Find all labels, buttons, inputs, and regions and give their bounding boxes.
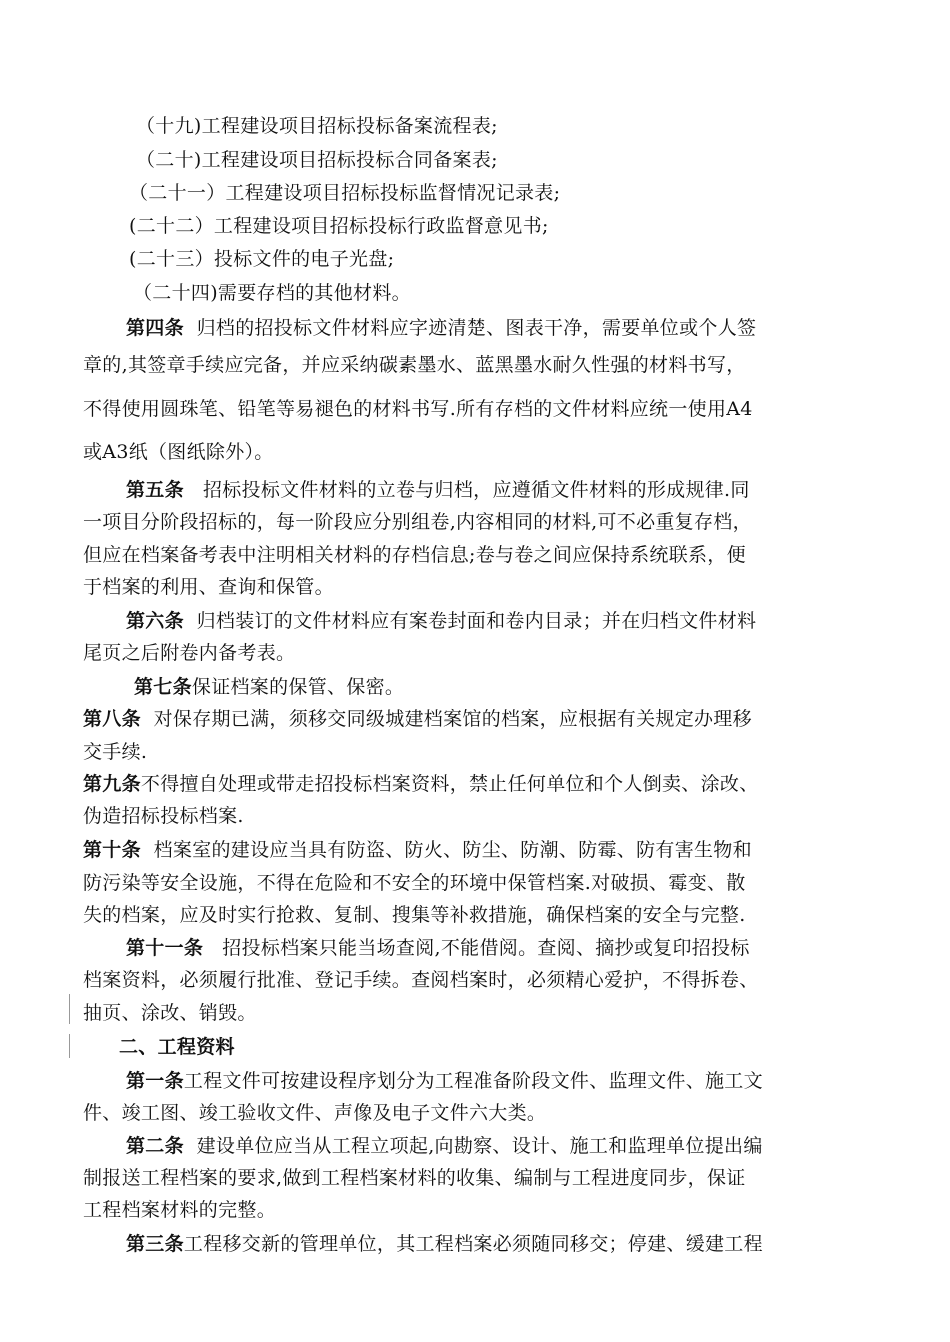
section-title: 二、工程资料 [119,1036,235,1058]
article-text: 保证档案的保管、保密。 [191,676,405,698]
article-9-line [83,772,759,796]
article-text: 招投标档案只能当场查阅,不能借阅。查阅、摘抄或复印招投标 [222,937,750,959]
article-9-line: 伪造招标投标档案. [83,805,244,827]
article-text: 工程文件可按建设程序划分为工程准备阶段文件、监理文件、施工文 [183,1070,763,1092]
margin-mark [69,1034,70,1058]
margin-mark [69,994,70,1024]
article-text: 对保存期已满，须移交同级城建档案馆的档案，应根据有关规定办理移 [153,708,752,730]
article-5-line: 但应在档案备考表中注明相关材料的存档信息;卷与卷之间应保持系统联系，便 [83,544,746,566]
article-text: 不得擅自处理或带走招投标档案资料，禁止任何单位和个人倒卖、涂改、 [140,773,759,795]
article-text: 建设单位应当从工程立项起,向勘察、设计、施工和监理单位提出编 [196,1135,763,1157]
article-text: 招标投标文件材料的立卷与归档，应遵循文件材料的形成规律.同 [202,479,750,501]
section2-article-2-line [126,1134,763,1158]
article-11-line: 档案资料，必须履行批准、登记手续。查阅档案时，必须精心爱护，不得拆卷、 [83,969,759,991]
article-heading: 第九条 [83,773,141,795]
section2-article-1-line: 件、竣工图、竣工验收文件、声像及电子文件六大类。 [83,1102,547,1124]
article-7-line [134,675,404,699]
list-item: （二十)工程建设项目招标投标合同备案表; [136,149,498,171]
article-heading: 第十条 [83,839,141,861]
article-11-line: 抽页、涂改、销毁。 [83,1002,257,1024]
article-heading: 第一条 [126,1070,184,1092]
article-5-line: 一项目分阶段招标的，每一阶段应分别组卷,内容相同的材料,可不必重复存档， [83,511,752,533]
article-10-line: 防污染等安全设施，不得在危险和不安全的环境中保管档案.对破损、霉变、散 [83,872,746,894]
article-heading: 第七条 [134,676,192,698]
article-6-line: 尾页之后附卷内备考表。 [83,642,296,664]
article-text: 归档装订的文件材料应有案卷封面和卷内目录；并在归档文件材料 [196,610,757,632]
article-heading: 第五条 [126,479,184,501]
article-5-line: 于档案的利用、查询和保管。 [83,576,334,598]
section2-article-2-line: 工程档案材料的完整。 [83,1199,277,1221]
article-4-line: 不得使用圆珠笔、铅笔等易褪色的材料书写.所有存档的文件材料应统一使用A4 [83,398,753,420]
list-item: （二十一）工程建设项目招标投标监督情况记录表; [129,182,561,204]
article-heading: 第六条 [126,610,184,632]
article-heading: 第八条 [83,708,141,730]
article-8-line: 交手续. [83,741,148,763]
article-4-line [126,316,756,340]
article-8-line [83,707,752,731]
article-text: 归档的招投标文件材料应字迹清楚、图表干净，需要单位或个人签 [196,317,757,339]
article-text: 档案室的建设应当具有防盗、防火、防尘、防潮、防霉、防有害生物和 [153,839,752,861]
article-11-line [126,936,750,960]
article-10-line: 失的档案，应及时实行抢救、复制、搜集等补救措施，确保档案的安全与完整. [83,904,746,926]
article-text: 工程移交新的管理单位，其工程档案必须随同移交；停建、缓建工程 [183,1233,763,1255]
article-6-line [126,609,756,633]
article-5-line [126,478,750,502]
section2-article-2-line: 制报送工程档案的要求,做到工程档案材料的收集、编制与工程进度同步，保证 [83,1167,746,1189]
section2-article-1-line [126,1069,763,1093]
section2-article-3-line [126,1232,763,1256]
article-heading: 第十一条 [126,937,204,959]
list-item: （十九)工程建设项目招标投标备案流程表; [136,115,498,137]
article-heading: 第三条 [126,1233,184,1255]
article-heading: 第四条 [126,317,184,339]
article-4-line: 章的,其签章手续应完备，并应采纳碳素墨水、蓝黑墨水耐久性强的材料书写， [83,354,746,376]
list-item: (二十二）工程建设项目招标投标行政监督意见书; [129,215,549,237]
list-item: (二十三）投标文件的电子光盘; [129,248,395,270]
article-heading: 第二条 [126,1135,184,1157]
article-4-line: 或A3纸（图纸除外）。 [83,441,274,463]
article-10-line [83,838,752,862]
list-item: （二十四)需要存档的其他材料。 [133,282,411,304]
